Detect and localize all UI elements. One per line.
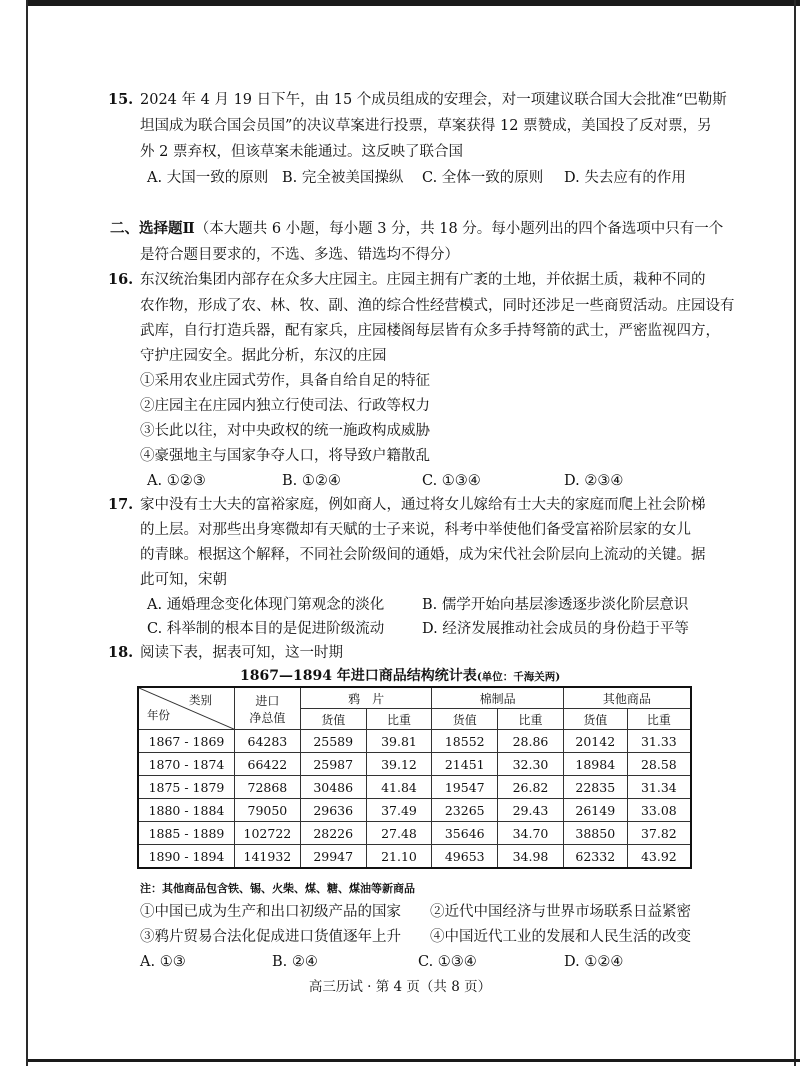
table-row xyxy=(138,845,691,869)
table-cell-cotton-ratio: 29.43 xyxy=(498,799,564,822)
table-title xyxy=(240,665,560,685)
table-cell-other-ratio: 33.08 xyxy=(627,799,691,822)
table-cell-other-value: 62332 xyxy=(563,845,627,869)
table-cell-cotton-value: 49653 xyxy=(432,845,498,869)
table-header-net-total xyxy=(234,687,300,730)
question-16-item-1: ①采用农业庄园式劳作，具备自给自足的特征 xyxy=(140,373,430,389)
table-cell-cotton-ratio: 32.30 xyxy=(498,753,564,776)
table-cell-other-ratio: 37.82 xyxy=(627,822,691,845)
table-cell-other-value: 18984 xyxy=(563,753,627,776)
table-cell-opium-value: 30486 xyxy=(300,776,366,799)
question-15-option-d[interactable]: D. 失去应有的作用 xyxy=(564,170,686,186)
question-18-option-c[interactable]: C. ①③④ xyxy=(418,954,477,970)
question-16-line-1: 东汉统治集团内部存在众多大庄园主。庄园主拥有广袤的土地，并依据土质，栽种不同的 xyxy=(140,272,706,288)
table-row xyxy=(138,730,691,753)
question-18-item-2: ②近代中国经济与世界市场联系日益紧密 xyxy=(430,904,691,920)
table-cell-period: 1885 - 1889 xyxy=(138,822,234,845)
table-cell-period: 1870 - 1874 xyxy=(138,753,234,776)
table-header-category: 类别 xyxy=(188,693,212,707)
table-cell-other-ratio: 31.33 xyxy=(627,730,691,753)
table-cell-opium-ratio: 41.84 xyxy=(366,776,432,799)
table-cell-other-value: 26149 xyxy=(563,799,627,822)
import-structure-table xyxy=(137,686,692,869)
question-16-line-4: 守护庄园安全。据此分析，东汉的庄园 xyxy=(140,348,387,364)
question-18-item-1: ①中国已成为生产和出口初级产品的国家 xyxy=(140,904,401,920)
table-cell-cotton-ratio: 26.82 xyxy=(498,776,564,799)
table-subheader-other-value: 货值 xyxy=(563,709,627,730)
table-cell-opium-ratio: 39.12 xyxy=(366,753,432,776)
table-cell-period: 1867 - 1869 xyxy=(138,730,234,753)
table-cell-period: 1875 - 1879 xyxy=(138,776,234,799)
table-header-cotton: 棉制品 xyxy=(432,687,564,709)
section-2-desc-1: （本大题共 6 小题，每小题 3 分，共 18 分。每小题列出的四个备选项中只有一个 xyxy=(194,221,724,237)
table-cell-opium-ratio: 37.49 xyxy=(366,799,432,822)
table-cell-cotton-value: 18552 xyxy=(432,730,498,753)
question-16-number: 16. xyxy=(108,271,134,288)
question-17-option-c[interactable]: C. 科举制的根本目的是促进阶级流动 xyxy=(147,621,385,637)
table-cell-net-total: 102722 xyxy=(234,822,300,845)
question-16-option-a[interactable]: A. ①②③ xyxy=(147,473,206,489)
section-2-desc-2: 是符合题目要求的，不选、多选、错选均不得分） xyxy=(140,247,459,263)
table-cell-other-value: 22835 xyxy=(563,776,627,799)
question-18-stem: 阅读下表，据表可知，这一时期 xyxy=(140,645,343,661)
question-17-line-2: 的上层。对那些出身寒微却有天赋的士子来说，科考中举使他们备受富裕阶层家的女儿 xyxy=(140,522,691,538)
question-17-option-a[interactable]: A. 通婚理念变化体现门第观念的淡化 xyxy=(147,597,385,613)
question-16-item-4: ④豪强地主与国家争夺人口，将导致户籍散乱 xyxy=(140,448,430,464)
table-cell-opium-value: 25987 xyxy=(300,753,366,776)
table-cell-period: 1890 - 1894 xyxy=(138,845,234,869)
table-cell-cotton-value: 19547 xyxy=(432,776,498,799)
question-16-option-d[interactable]: D. ②③④ xyxy=(564,473,624,489)
table-corner-cell xyxy=(138,687,234,730)
question-17-number: 17. xyxy=(108,496,134,513)
question-18-number: 18. xyxy=(108,644,134,661)
table-cell-net-total: 66422 xyxy=(234,753,300,776)
question-17-line-4: 此可知，宋朝 xyxy=(140,572,227,588)
table-row xyxy=(138,799,691,822)
table-header-opium: 鸦 片 xyxy=(300,687,432,709)
table-unit: (单位：千海关两) xyxy=(476,671,561,683)
table-title-text: 1867—1894 年进口商品结构统计表 xyxy=(240,668,477,684)
question-16-item-3: ③长此以往，对中央政权的统一施政构成威胁 xyxy=(140,423,430,439)
table-cell-net-total: 141932 xyxy=(234,845,300,869)
table-cell-opium-ratio: 27.48 xyxy=(366,822,432,845)
table-cell-opium-value: 28226 xyxy=(300,822,366,845)
table-subheader-cotton-ratio: 比重 xyxy=(498,709,564,730)
question-15-line-1: 2024 年 4 月 19 日下午，由 15 个成员组成的安理会，对一项建议联合国大会批准“巴勒斯 xyxy=(140,92,727,108)
table-header-net-line-2: 净总值 xyxy=(249,710,286,725)
table-cell-cotton-ratio: 34.98 xyxy=(498,845,564,869)
question-15-number: 15. xyxy=(108,91,134,108)
table-cell-period: 1880 - 1884 xyxy=(138,799,234,822)
question-17-line-1: 家中没有士大夫的富裕家庭，例如商人，通过将女儿嫁给有士大夫的家庭而爬上社会阶梯 xyxy=(140,497,706,513)
table-cell-other-ratio: 31.34 xyxy=(627,776,691,799)
table-subheader-cotton-value: 货值 xyxy=(432,709,498,730)
table-cell-other-value: 38850 xyxy=(563,822,627,845)
table-cell-cotton-value: 35646 xyxy=(432,822,498,845)
table-subheader-other-ratio: 比重 xyxy=(627,709,691,730)
question-17-option-b[interactable]: B. 儒学开始向基层渗透逐步淡化阶层意识 xyxy=(422,597,689,613)
question-15-option-a[interactable]: A. 大国一致的原则 xyxy=(147,170,269,186)
question-16-line-3: 武库，自行打造兵器，配有家兵，庄园楼阁每层皆有众多手持弩箭的武士，严密监视四方， xyxy=(140,323,720,339)
table-cell-cotton-ratio: 28.86 xyxy=(498,730,564,753)
question-17-line-3: 的青睐。根据这个解释，不同社会阶级间的通婚，成为宋代社会阶层向上流动的关键。据 xyxy=(140,547,706,563)
table-header-year: 年份 xyxy=(147,708,170,722)
table-cell-net-total: 79050 xyxy=(234,799,300,822)
section-2-header xyxy=(110,219,723,239)
table-cell-opium-value: 29947 xyxy=(300,845,366,869)
question-18-item-3: ③鸦片贸易合法化促成进口货值逐年上升 xyxy=(140,929,401,945)
table-cell-net-total: 64283 xyxy=(234,730,300,753)
question-15-option-b[interactable]: B. 完全被美国操纵 xyxy=(282,170,404,186)
table-cell-net-total: 72868 xyxy=(234,776,300,799)
question-18-item-4: ④中国近代工业的发展和人民生活的改变 xyxy=(430,929,691,945)
question-17-option-d[interactable]: D. 经济发展推动社会成员的身份趋于平等 xyxy=(422,621,689,637)
table-cell-opium-value: 29636 xyxy=(300,799,366,822)
table-row xyxy=(138,776,691,799)
question-15-line-3: 外 2 票弃权，但该草案未能通过。这反映了联合国 xyxy=(140,144,463,160)
table-subheader-opium-ratio: 比重 xyxy=(366,709,432,730)
table-cell-cotton-value: 21451 xyxy=(432,753,498,776)
question-18-option-b[interactable]: B. ②④ xyxy=(272,954,318,970)
table-cell-opium-value: 25589 xyxy=(300,730,366,753)
question-18-option-d[interactable]: D. ①②④ xyxy=(564,954,624,970)
table-subheader-opium-value: 货值 xyxy=(300,709,366,730)
table-note: 注：其他商品包含铁、锡、火柴、煤、糖、煤油等新商品 xyxy=(140,882,415,895)
question-16-option-c[interactable]: C. ①③④ xyxy=(422,473,481,489)
question-15-option-c[interactable]: C. 全体一致的原则 xyxy=(422,170,544,186)
table-cell-opium-ratio: 21.10 xyxy=(366,845,432,869)
table-cell-other-value: 20142 xyxy=(563,730,627,753)
page-footer: 高三历试 · 第 4 页（共 8 页） xyxy=(308,979,492,995)
table-row xyxy=(138,822,691,845)
table-cell-cotton-ratio: 34.70 xyxy=(498,822,564,845)
question-18-option-a[interactable]: A. ①③ xyxy=(140,954,186,970)
question-16-item-2: ②庄园主在庄园内独立行使司法、行政等权力 xyxy=(140,398,430,414)
table-cell-cotton-value: 23265 xyxy=(432,799,498,822)
table-cell-other-ratio: 43.92 xyxy=(627,845,691,869)
question-15-line-2: 坦国成为联合国会员国”的决议草案进行投票，草案获得 12 票赞成，美国投了反对票，另 xyxy=(140,118,712,134)
question-16-option-b[interactable]: B. ①②④ xyxy=(282,473,341,489)
table-row xyxy=(138,753,691,776)
table-cell-opium-ratio: 39.81 xyxy=(366,730,432,753)
table-header-net-line-1: 进口 xyxy=(255,693,280,708)
question-16-line-2: 农作物，形成了农、林、牧、副、渔的综合性经营模式，同时还涉足一些商贸活动。庄园设有 xyxy=(140,298,735,314)
section-2-title: 二、选择题Ⅱ xyxy=(110,220,195,237)
table-cell-other-ratio: 28.58 xyxy=(627,753,691,776)
table-header-other: 其他商品 xyxy=(563,687,691,709)
